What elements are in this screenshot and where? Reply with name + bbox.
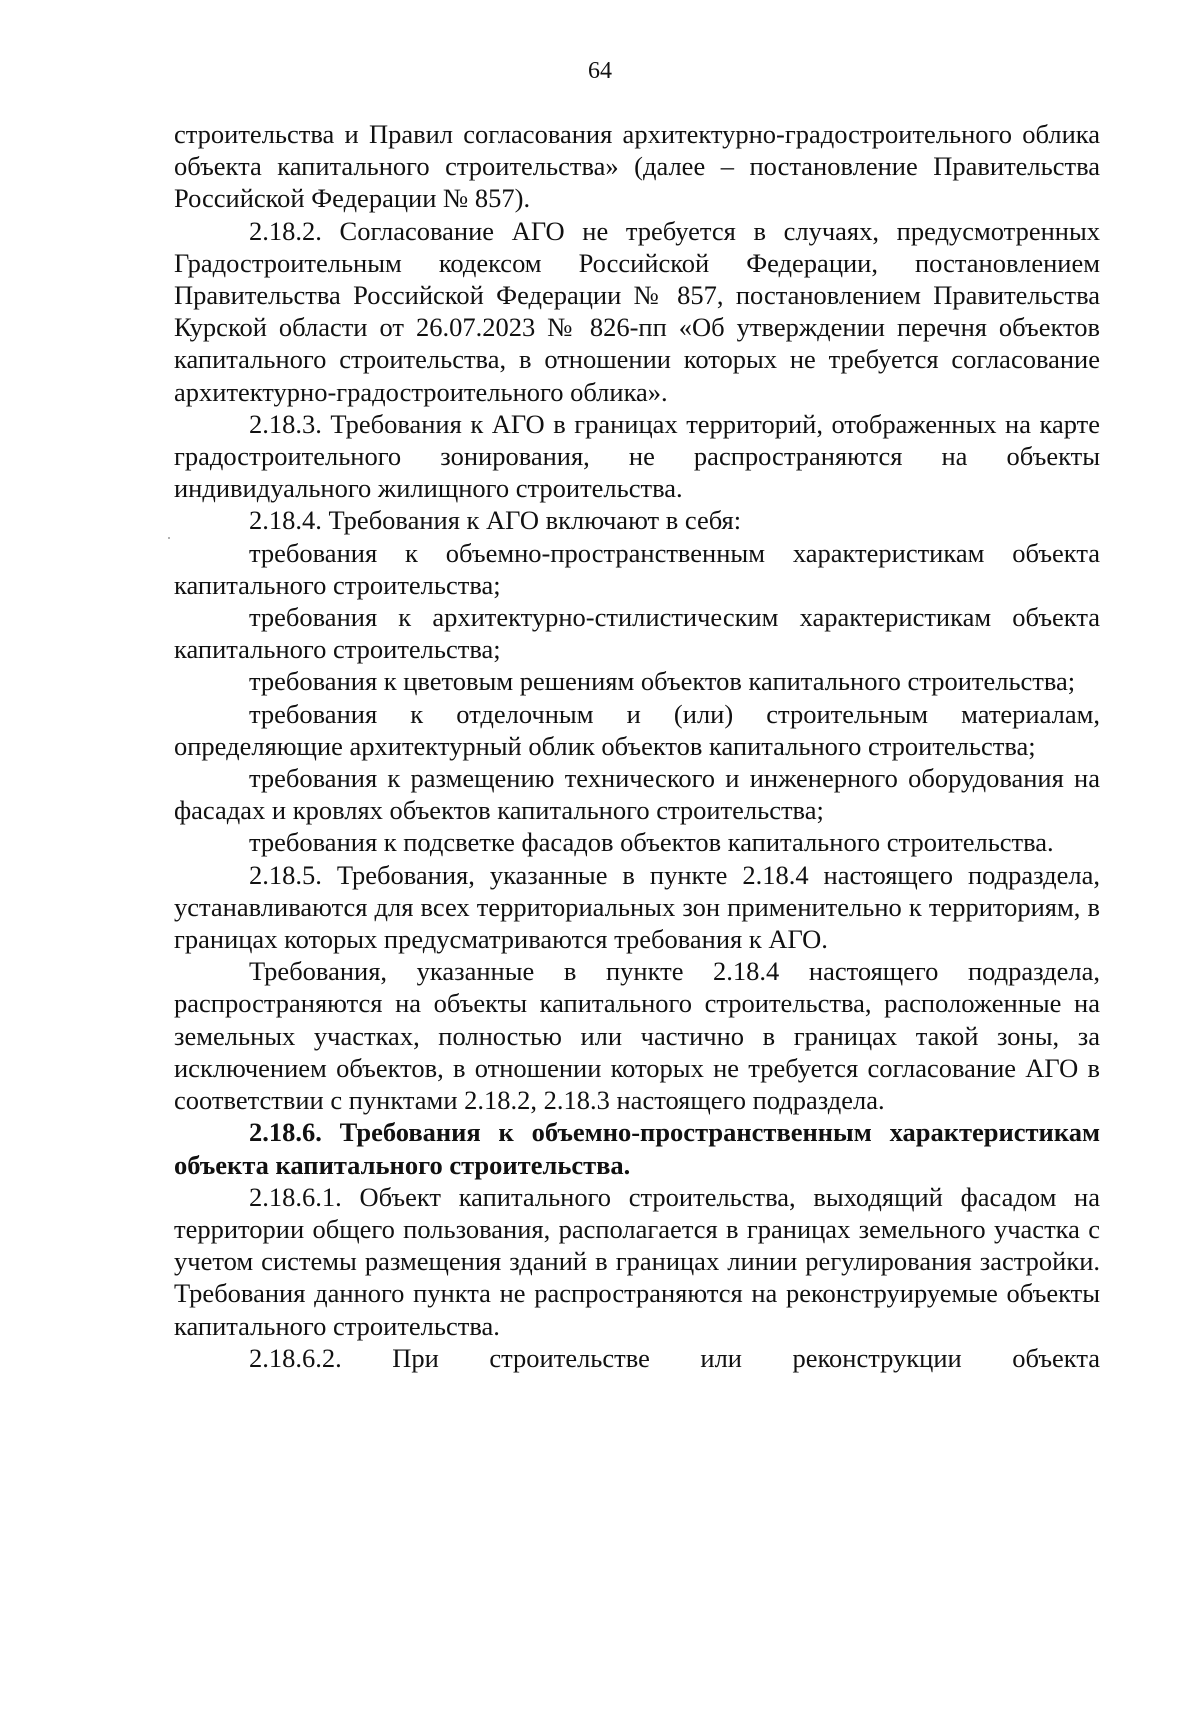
paragraph-continuation: строительства и Правил согласования архитектурно-градостроительного облика объекта капитального строительства» (далее – постановление Правительства Российской Федерации № 857). <box>174 119 1100 214</box>
paragraph-2-18-5: 2.18.5. Требования, указанные в пункте 2.18.4 настоящего подраздела, устанавливаются для всех территориальных зон применительно к территориям, в границах которых предусматриваются требования к АГО. <box>174 859 1100 955</box>
section-heading-2-18-6: 2.18.6. Требования к объемно-пространственным характеристикам объекта капитального строительства. <box>174 1117 1100 1180</box>
scan-speck <box>168 537 170 539</box>
list-item-facade-lighting: требования к подсветке фасадов объектов капитального строительства. <box>249 827 1054 858</box>
document-body <box>174 118 1100 1374</box>
paragraph-2-18-3: 2.18.3. Требования к АГО в границах территорий, отображенных на карте градостроительного зонирования, не распространяются на объекты индивидуального жилищного строительства. <box>174 408 1100 504</box>
paragraph-2-18-2: 2.18.2. Согласование АГО не требуется в случаях, предусмотренных Градостроительным кодексом Российской Федерации, постановлением Правительства Российской Федерации № 857, постановлением Правительства Курской области от 26.07.2023 № 826-пп «Об утверждении перечня объектов капитального строительства, в отношении которых не требуется согласование архитектурно-градостроительного облика». <box>174 215 1100 407</box>
paragraph-2-18-4: 2.18.4. Требования к АГО включают в себя: <box>249 505 742 536</box>
paragraph-requirements-scope: Требования, указанные в пункте 2.18.4 настоящего подраздела, распространяются на объекты капитального строительства, расположенные на земельных участках, полностью или частично в границах такой зоны, за исключением объектов, в отношении которых не требуется согласование АГО в соответствии с пунктами 2.18.2, 2.18.3 настоящего подраздела. <box>174 956 1100 1116</box>
list-item-color-solutions: требования к цветовым решениям объектов капитального строительства; <box>249 666 1076 697</box>
list-item-finishing-materials: требования к отделочным и (или) строительным материалам, определяющие архитектурный облик объектов капитального строительства; <box>174 698 1100 761</box>
paragraph-2-18-6-1: 2.18.6.1. Объект капитального строительства, выходящий фасадом на территории общего пользования, располагается в границах земельного участка с учетом системы размещения зданий в границах линии регулирования застройки. Требования данного пункта не распространяются на реконструируемые объекты капитального строительства. <box>174 1181 1100 1341</box>
list-item-equipment-placement: требования к размещению технического и инженерного оборудования на фасадах и кровлях объектов капитального строительства; <box>174 763 1100 826</box>
list-item-architectural-stylistic: требования к архитектурно-стилистическим характеристикам объекта капитального строительства; <box>174 602 1100 665</box>
paragraph-2-18-6-2: 2.18.6.2. При строительстве или реконструкции объекта <box>249 1342 1100 1373</box>
list-item-volume-spatial: требования к объемно-пространственным характеристикам объекта капитального строительства; <box>174 537 1100 600</box>
page-number: 64 <box>588 58 612 84</box>
